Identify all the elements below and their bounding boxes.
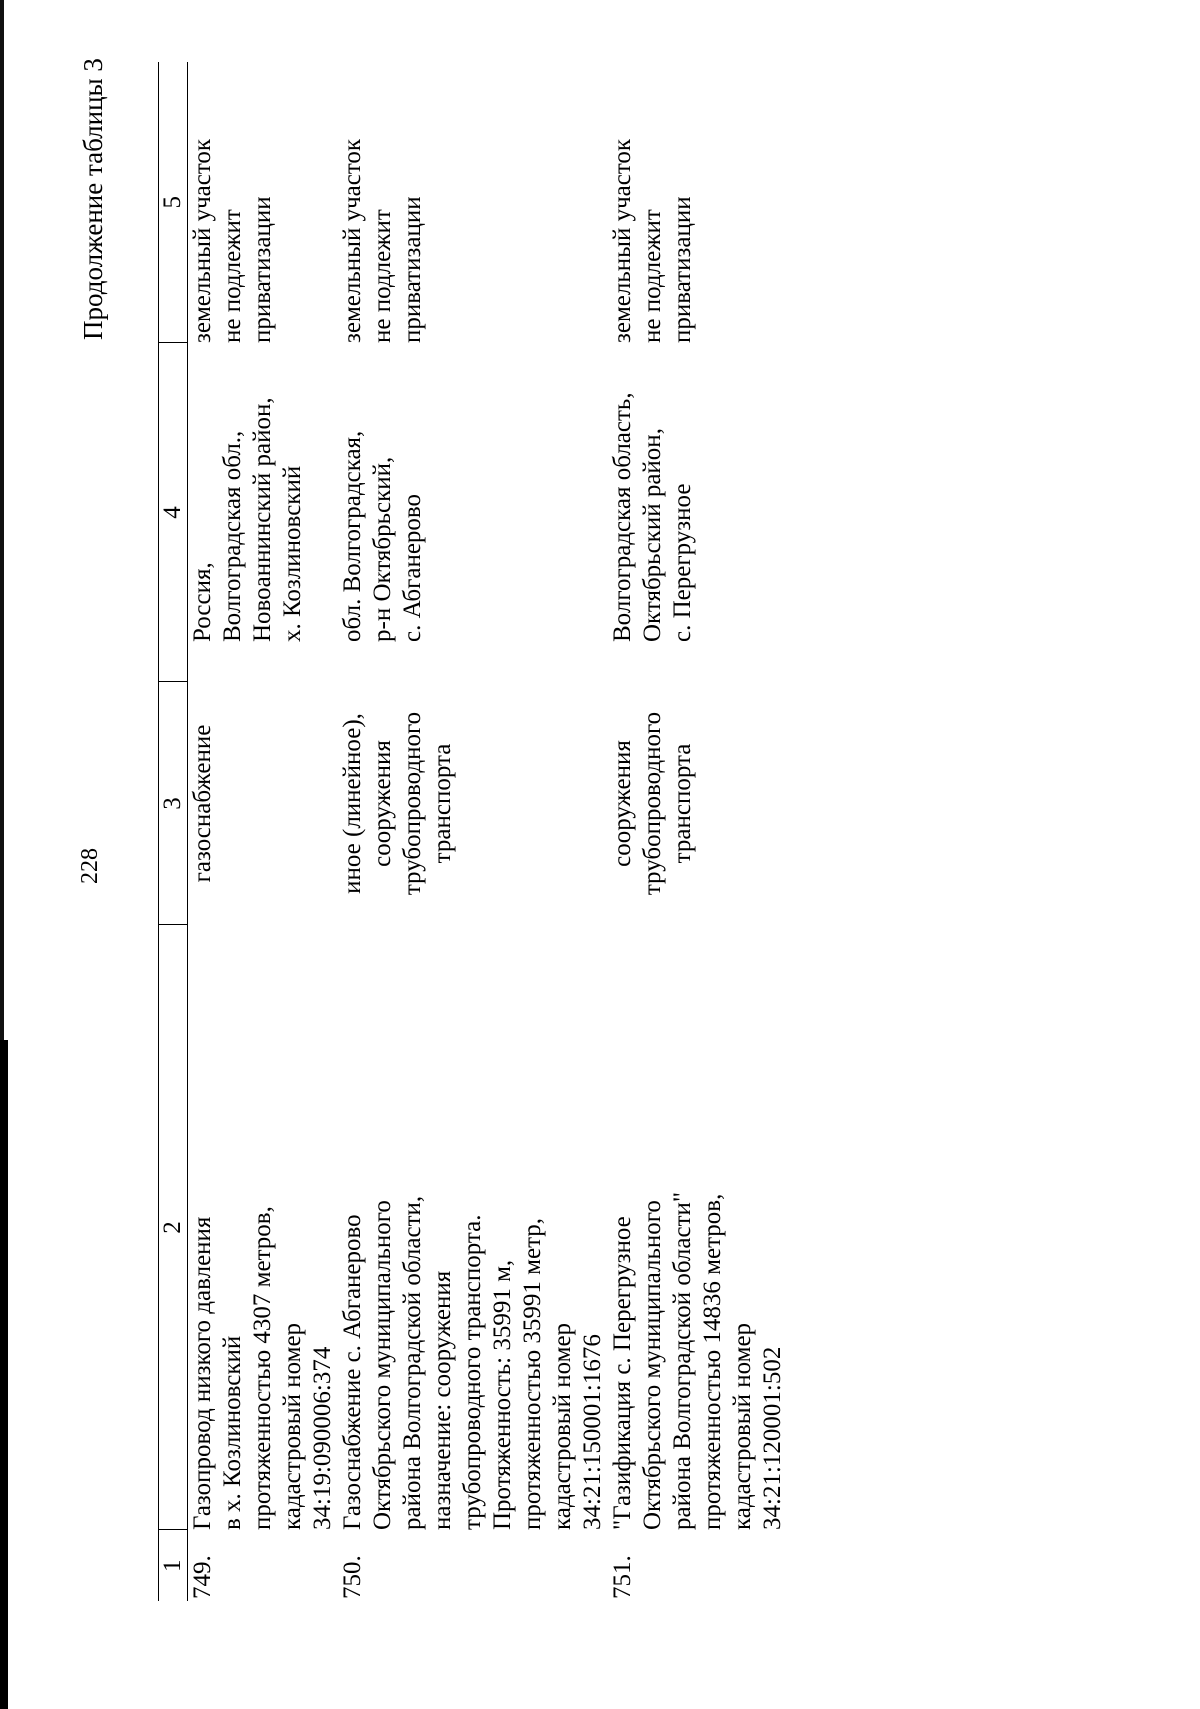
object-address [188,343,339,682]
row-number: 749. [189,1555,216,1599]
text-line: протяженностью 35991 метр, [519,1217,546,1530]
text-line: кадастровый номер [279,1322,306,1530]
text-line: транспорта [429,743,456,864]
object-description [338,925,608,1530]
text-line: протяженностью 14836 метров, [699,1193,726,1530]
object-purpose [608,682,788,925]
table-header-row [159,62,188,1601]
object-purpose [188,682,339,925]
privatization-note [608,62,788,343]
text-line: газоснабжение [189,724,216,883]
text-line: сооружения [369,740,396,867]
text-line: не подлежит приватизации [369,196,426,343]
property-table [158,62,788,1601]
text-line: "Газификация с. Перегрузное [609,1216,636,1530]
text-line: трубопроводного [639,711,666,896]
row-number: 751. [609,1555,636,1599]
table-row [338,62,608,1601]
text-line: назначение: сооружения [429,1270,456,1530]
text-line: Октябрьского муниципального [639,1200,666,1530]
text-line: Россия, [189,562,216,642]
privatization-note [338,62,608,343]
text-line: с. Перегрузное [669,483,696,642]
table-row [188,62,339,1601]
column-header-2: 2 [159,925,188,1530]
column-header-3: 3 [159,682,188,925]
text-line: иное (линейное), [339,713,366,894]
text-line: 34:21:150001:1676 [579,1334,606,1530]
text-line: Волгоградская обл., [219,430,246,642]
text-line: 34:21:120001:502 [759,1346,786,1530]
text-line: не подлежит приватизации [219,196,276,343]
text-line: не подлежит приватизации [639,196,696,343]
text-line: трубопроводного транспорта. [459,1214,486,1530]
text-line: Волгоградская область, [609,392,636,642]
text-line: земельный участок [189,138,216,343]
text-line: Новоаннинский район, [249,397,276,642]
text-line: кадастровый номер [729,1322,756,1530]
row-number: 750. [339,1555,366,1599]
text-line: кадастровый номер [549,1322,576,1530]
text-line: в х. Козлиновский [219,1335,246,1530]
column-header-4: 4 [159,343,188,682]
text-line: Газопровод низкого давления [189,1216,216,1530]
table-row [608,62,788,1601]
text-line: трубопроводного [399,711,426,896]
text-line: земельный участок [609,138,636,343]
text-line: сооружения [609,740,636,867]
text-line: Октябрьский район, [639,428,666,642]
text-line: земельный участок [339,138,366,343]
object-description [188,925,339,1530]
text-line: обл. Волгоградская, [339,430,366,642]
object-purpose [338,682,608,925]
text-line: Октябрьского муниципального [369,1200,396,1530]
object-address [608,343,788,682]
object-address [338,343,608,682]
text-line: транспорта [669,743,696,864]
text-line: р-н Октябрьский, [369,456,396,642]
text-line: протяженностью 4307 метров, [249,1206,276,1530]
text-line: х. Козлиновский [279,465,306,642]
text-line: Газоснабжение с. Абганерово [339,1214,366,1530]
column-header-1: 1 [159,1530,188,1601]
text-line: Протяженность: 35991 м, [489,1259,516,1530]
column-header-5: 5 [159,62,188,343]
object-description [608,925,788,1530]
page-number: 228 [77,848,103,884]
text-line: 34:19:090006:374 [309,1346,336,1530]
text-line: с. Абганерово [399,493,426,642]
text-line: района Волгоградской области" [669,1191,696,1530]
table-continuation-label: Продолжение таблицы 3 [78,58,108,340]
privatization-note [188,62,339,343]
text-line: района Волгоградской области, [399,1195,426,1530]
